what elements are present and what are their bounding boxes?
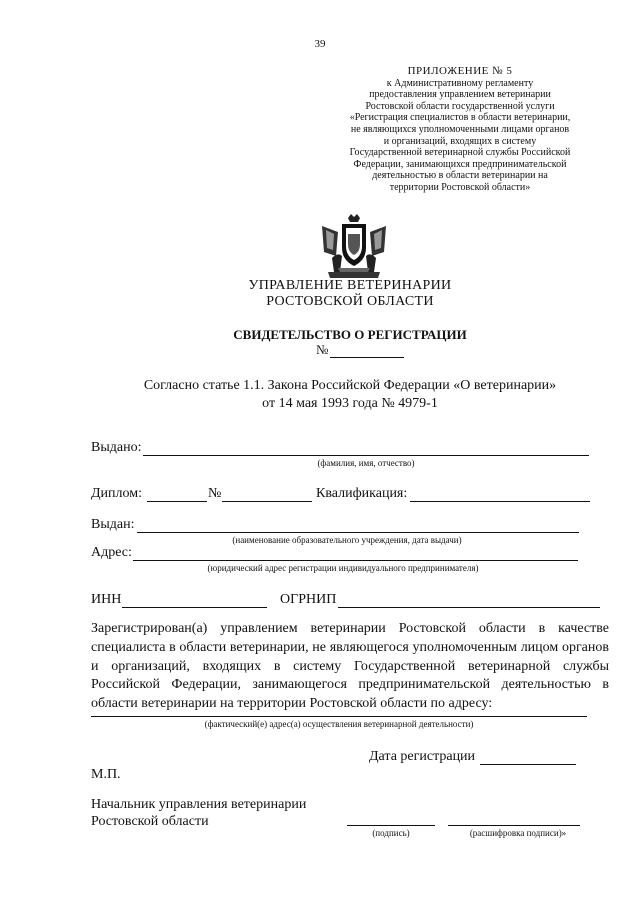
registration-date-field[interactable]: [480, 750, 576, 765]
page-number: 39: [314, 38, 326, 50]
appendix-title: ПРИЛОЖЕНИЕ № 5: [407, 65, 513, 77]
appendix-header: [340, 66, 580, 194]
signatory-line: Начальник управления ветеринарии: [91, 797, 307, 812]
diploma-number-label: №: [208, 486, 222, 501]
appendix-line: не являющихся уполномоченными лицами органов: [350, 123, 570, 135]
certificate-number: [316, 342, 404, 358]
issued-to-field[interactable]: [143, 441, 589, 456]
appendix-line: Государственной ветеринарной службы Российской: [349, 147, 571, 159]
organization-line: РОСТОВСКОЙ ОБЛАСТИ: [266, 294, 434, 309]
appendix-line: «Регистрация специалистов в области ветеринарии,: [349, 112, 571, 124]
issued-by-caption: (наименование образовательного учреждения, дата выдачи): [232, 535, 462, 545]
address-field[interactable]: [133, 546, 578, 561]
signature-decoding-caption: (расшифровка подписи)»: [469, 828, 567, 838]
appendix-line: и организаций, входящих в систему: [383, 135, 537, 147]
diploma-number-field[interactable]: [222, 487, 312, 502]
signatory: [91, 796, 306, 830]
actual-address-field[interactable]: [91, 702, 587, 717]
signature-decoding-field[interactable]: [448, 811, 580, 826]
legal-basis-line: от 14 мая 1993 года № 4979-1: [262, 396, 438, 411]
organization-line: УПРАВЛЕНИЕ ВЕТЕРИНАРИИ: [248, 278, 452, 293]
qualification-label: Квалификация:: [316, 486, 408, 501]
issued-by-label: Выдан:: [91, 517, 135, 532]
signature-caption: (подпись): [372, 828, 410, 838]
appendix-line: деятельностью в области ветеринарии на: [372, 170, 548, 182]
appendix-line: к Административному регламенту: [386, 77, 534, 89]
number-label: №: [316, 342, 329, 357]
appendix-line: Ростовской области государственной услуги: [365, 100, 555, 112]
inn-field[interactable]: [122, 593, 267, 608]
issued-to-caption: (фамилия, имя, отчество): [317, 458, 415, 468]
organization-name: [0, 278, 640, 310]
registration-text: Зарегистрирован(а) управлением ветеринарии Ростовской области в качестве специалиста в области ветеринарии, не являющегося уполномоченным лицом органов и организаций, входящих в систему Государственной ветеринарной службы Российской Федерации, занимающегося предпринимательской деятельностью в области ветеринарии на территории Ростовской области по адресу:: [91, 621, 609, 712]
signatory-line: Ростовской области: [91, 814, 209, 829]
signature-field[interactable]: [347, 811, 435, 826]
appendix-line: Федерации, занимающихся предпринимательской: [353, 158, 567, 170]
appendix-line: предоставления управлением ветеринарии: [369, 89, 551, 101]
registration-date-label: Дата регистрации: [369, 749, 476, 764]
diploma-label: Диплом:: [91, 486, 143, 501]
qualification-field[interactable]: [410, 487, 590, 502]
legal-basis: [0, 377, 640, 413]
ogrnip-label: ОГРНИП: [280, 592, 337, 607]
issued-by-field[interactable]: [137, 518, 579, 533]
certificate-number-field[interactable]: [330, 344, 404, 358]
issued-to-label: Выдано:: [91, 440, 142, 455]
actual-address-caption: (фактический(е) адрес(а) осуществления ветеринарной деятельности): [204, 719, 474, 729]
coat-of-arms-icon: [318, 212, 390, 280]
address-caption: (юридический адрес регистрации индивидуального предпринимателя): [207, 563, 479, 573]
diploma-series-field[interactable]: [147, 487, 207, 502]
inn-label: ИНН: [91, 592, 122, 607]
legal-basis-line: Согласно статье 1.1. Закона Российской Федерации «О ветеринарии»: [143, 378, 557, 393]
stamp-place: М.П.: [91, 767, 121, 782]
certificate-title: СВИДЕТЕЛЬСТВО О РЕГИСТРАЦИИ: [233, 327, 467, 342]
appendix-line: территории Ростовской области»: [389, 181, 531, 193]
ogrnip-field[interactable]: [338, 593, 600, 608]
address-label: Адрес:: [91, 545, 132, 560]
